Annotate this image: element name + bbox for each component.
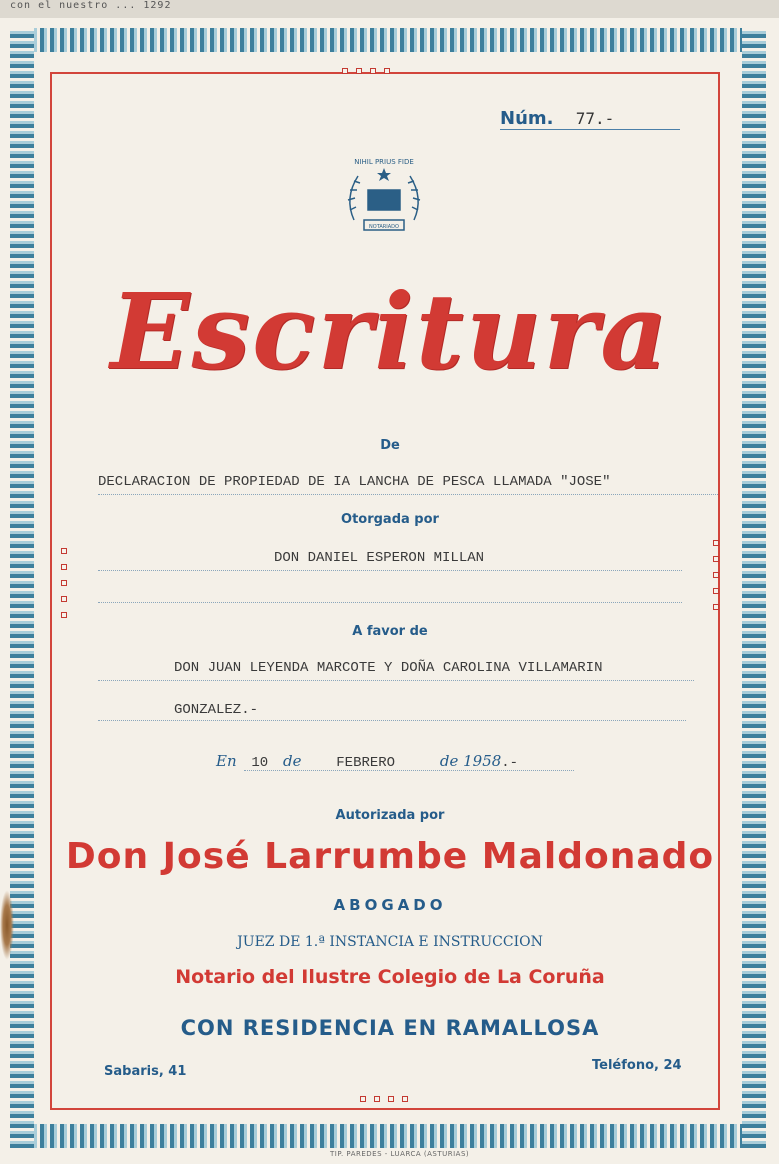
num-label: Núm. <box>500 108 554 129</box>
footer-phone: Teléfono, 24 <box>592 1058 682 1073</box>
frame-left <box>10 28 34 1148</box>
dotted-line <box>98 602 682 603</box>
dotted-line <box>98 680 694 681</box>
notary-name: Don José Larrumbe Maldonado <box>65 836 715 877</box>
favor-label: A favor de <box>352 624 428 639</box>
otorgada-label: Otorgada por <box>341 512 439 527</box>
date-row <box>216 752 518 771</box>
document-title: Escritura <box>110 270 670 393</box>
dotted-line <box>244 770 574 771</box>
de-label: De <box>380 438 400 453</box>
otorgante-text: DON DANIEL ESPERON MILLAN <box>274 550 485 566</box>
date-de: de <box>283 752 302 770</box>
dotted-line <box>98 720 686 721</box>
notary-residence: CON RESIDENCIA EN RAMALLOSA <box>180 1016 600 1040</box>
footer-address: Sabaris, 41 <box>104 1064 187 1079</box>
document-number <box>500 108 680 130</box>
seal-motto-top: NIHIL PRIUS FIDE <box>354 158 414 166</box>
date-en: En <box>216 752 237 770</box>
notary-college: Notario del Ilustre Colegio de La Coruña <box>175 966 605 988</box>
date-month: FEBRERO <box>336 755 396 771</box>
ornament-left <box>61 548 67 618</box>
notary-title: ABOGADO <box>333 896 447 914</box>
declaracion-text: DECLARACION DE PROPIEDAD DE IA LANCHA DE PESCA LLAMADA "JOSE" <box>98 474 611 490</box>
date-day: 10 <box>251 755 269 771</box>
date-year: de 1958 <box>439 752 502 770</box>
printer-imprint: TIP. PAREDES - LUARCA (ASTURIAS) <box>330 1150 470 1158</box>
frame-top <box>10 28 766 52</box>
beneficiario-line-1: DON JUAN LEYENDA MARCOTE Y DOÑA CAROLINA VILLAMARIN <box>174 660 603 676</box>
ornament-right <box>713 540 719 610</box>
ornament-top <box>342 68 390 74</box>
frame-right <box>742 28 766 1148</box>
notary-judge-line: JUEZ DE 1.ª INSTANCIA E INSTRUCCION <box>237 934 543 950</box>
dotted-line <box>98 494 718 495</box>
date-suffix: .- <box>501 755 519 771</box>
beneficiario-line-2: GONZALEZ.- <box>174 702 259 718</box>
frame-bottom <box>10 1124 766 1148</box>
num-value: 77.- <box>575 109 615 128</box>
notary-seal-icon <box>336 150 432 246</box>
dotted-line <box>98 570 682 571</box>
seal-motto-bottom: NOTARIADO <box>369 224 399 230</box>
paper-stain <box>0 890 14 960</box>
ornament-bottom <box>360 1096 408 1102</box>
autorizada-label: Autorizada por <box>335 808 445 823</box>
handwritten-note: con el nuestro ... 1292 <box>10 0 172 11</box>
